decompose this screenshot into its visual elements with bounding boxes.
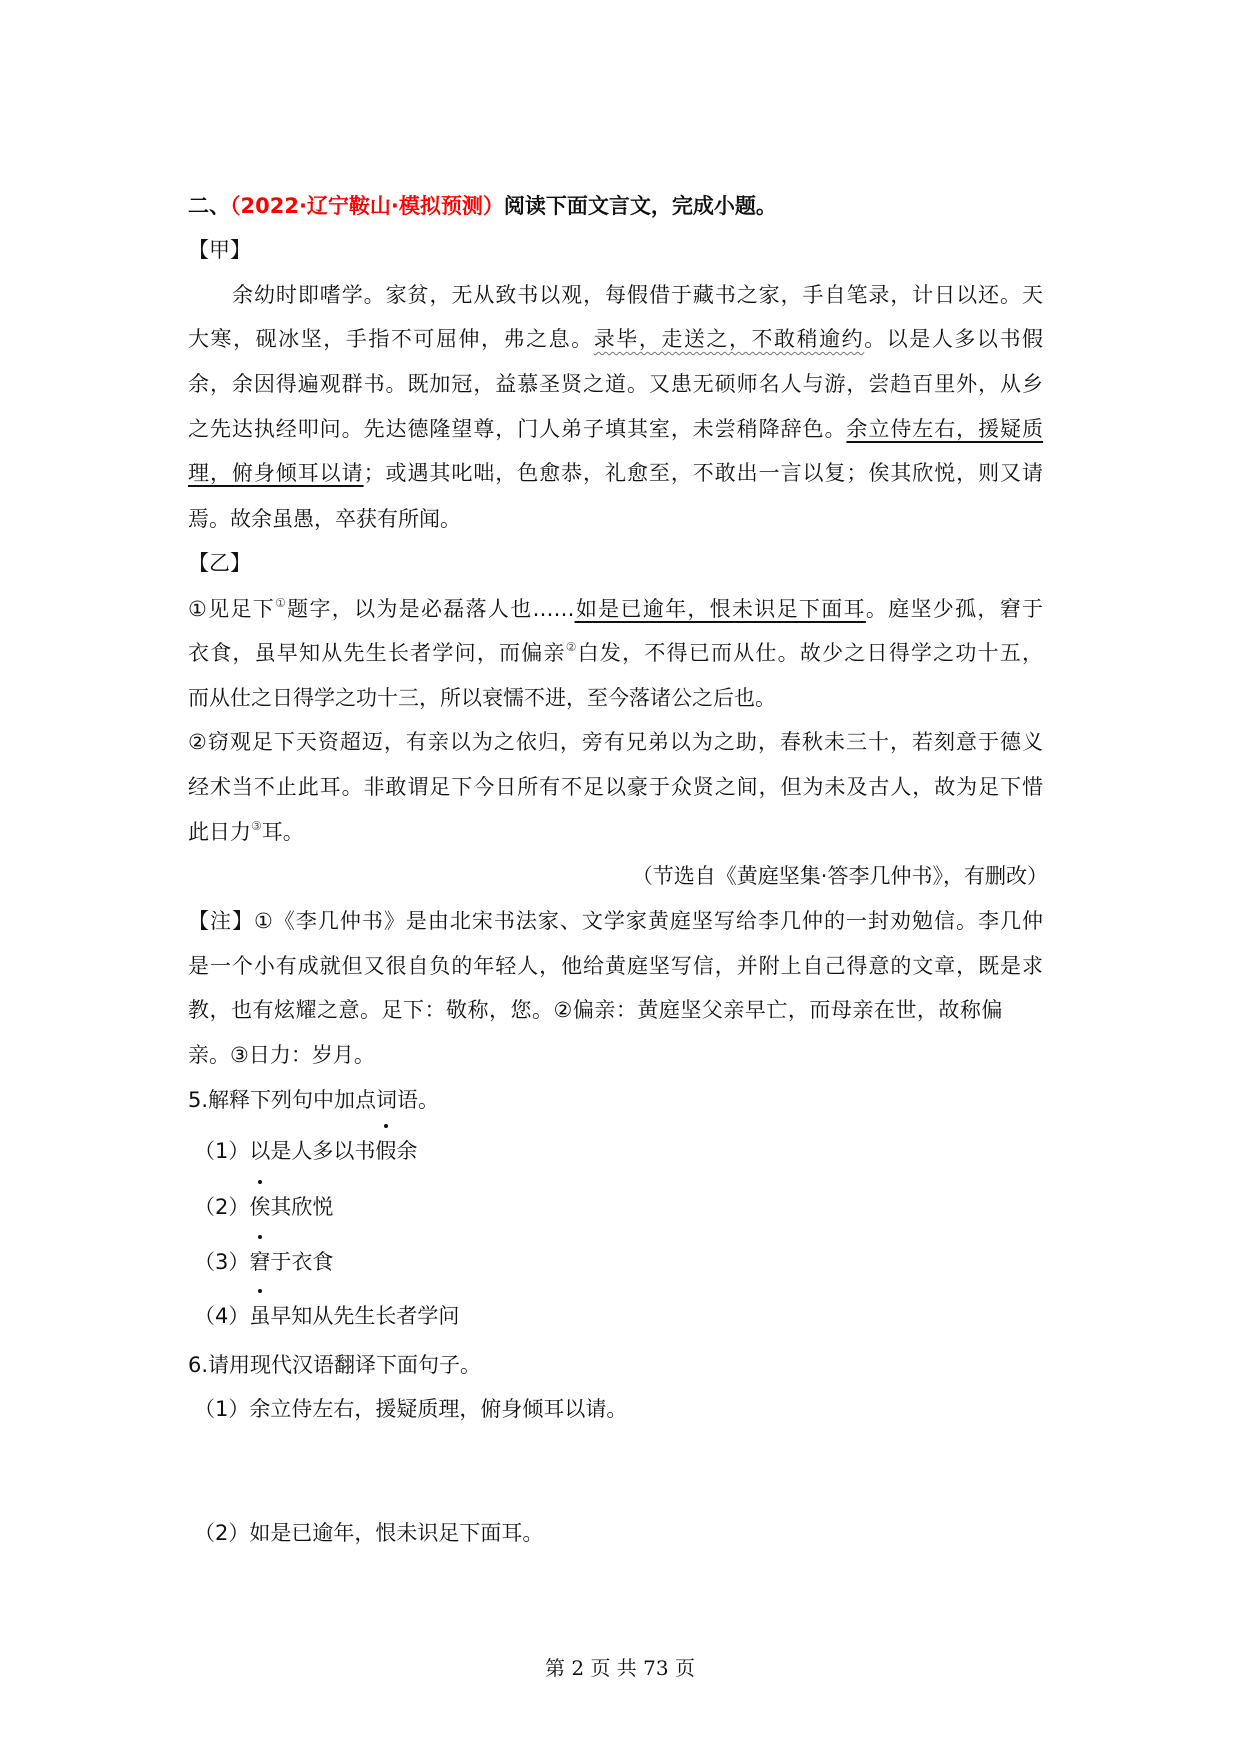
item-label: （4） (194, 1304, 250, 1328)
yi-line-4 (188, 727, 1043, 757)
text-segment: ①见足下 (188, 597, 276, 621)
emphasized-word: 俟 (249, 1192, 270, 1222)
footnote-marker: ① (275, 596, 288, 610)
underlined-text: 余立侍左右，援疑质 (846, 417, 1044, 441)
wavy-underlined-text: 录毕，走送之，不敢稍逾约 (593, 327, 865, 351)
underlined-text: 理，俯身倾耳以请 (188, 461, 364, 485)
item-text: 余立侍左右，援疑质理，俯身倾耳以请。 (249, 1397, 628, 1421)
text-segment: 其欣悦 (270, 1195, 334, 1219)
text-segment: 余 (396, 1139, 418, 1163)
notes-line-3: 教，也有炫耀之意。足下：敬称，您。②偏亲：黄庭坚父亲早亡，而母亲在世，故称偏 (188, 998, 1003, 1022)
question-number: 二、 (188, 194, 230, 218)
notes-line-4: 亲。③日力：岁月。 (188, 1043, 375, 1067)
question-header (188, 191, 1043, 221)
footnote-marker: ③ (251, 819, 262, 833)
q5-item-2 (194, 1192, 333, 1222)
footnote-marker: ② (565, 640, 578, 654)
q5-item-1 (194, 1136, 417, 1166)
jia-line-4 (188, 414, 1043, 444)
jia-line-6 (188, 504, 1043, 534)
text-segment: 白发，不得已而从仕。故少之日得学之功十五， (577, 641, 1044, 665)
text-segment: 余幼时即嗜学。家贫，无从致书以观，每假借于藏书之家，手自笔录，计日以还。天 (232, 283, 1043, 307)
text-segment: 早知从先生长者学问 (270, 1304, 460, 1328)
text-segment: 耳。 (261, 820, 304, 844)
notes-line-1: 【注】①《李几仲书》是由北宋书法家、文学家黄庭坚写给李几仲的一封劝勉信。李几仲 (188, 909, 1043, 933)
page-number-footer: 第 2 页 共 73 页 (545, 1656, 695, 1680)
text-segment: ；或遇其叱咄，色愈恭，礼愈至，不敢出一言以复；俟其欣悦，则又请 (363, 461, 1043, 485)
section-jia-label: 【甲】 (188, 238, 251, 262)
item-label: （1） (194, 1139, 250, 1163)
text-segment: 于衣食 (270, 1250, 334, 1274)
yi-line-2 (188, 638, 1043, 668)
text-segment: 题字，以为是必磊落人也…… (287, 597, 575, 621)
text-segment: 。庭坚少孤，窘于 (865, 597, 1044, 621)
yi-line-6 (188, 817, 1043, 847)
yi-line-1 (188, 594, 1043, 624)
section-yi-label: 【乙】 (188, 551, 251, 575)
jia-line-2 (188, 324, 1043, 354)
notes-line-2: 是一个小有成就但又很自负的年轻人，他给黄庭坚写信，并附上自己得意的文章，既是求 (188, 954, 1043, 978)
text-segment: 此日力 (188, 820, 251, 844)
emphasized-word: 假 (375, 1136, 396, 1166)
jia-line-5 (188, 458, 1043, 488)
q5-item-3 (194, 1247, 333, 1277)
yi-line-5 (188, 772, 1043, 802)
text-segment: 。以是人多以书假 (864, 327, 1044, 351)
text-segment: 余，余因得遍观群书。既加冠，益慕圣贤之道。又患无硕师名人与游，尝趋百里外，从乡 (188, 372, 1043, 396)
text-segment: 以是人多以书 (249, 1139, 376, 1163)
text-segment: 焉。故余虽愚，卒获有所闻。 (188, 507, 461, 531)
question-instruction: 阅读下面文言文，完成小题。 (503, 194, 777, 218)
item-label: （2） (194, 1195, 250, 1219)
item-label: （2） (194, 1521, 250, 1545)
text-segment: 衣食，虽早知从先生长者学问，而偏亲 (188, 641, 566, 665)
q5-prompt: 5.解释下列句中加点词语。 (188, 1088, 440, 1112)
text-segment: ②窃观足下天资超迈，有亲以为之依归，旁有兄弟以为之助，春秋未三十，若刻意于德义 (188, 730, 1043, 754)
source-citation: （节选自《黄庭坚集·答李几仲书》，有删改） (631, 864, 1048, 888)
jia-line-3 (188, 369, 1043, 399)
emphasized-word: 虽 (249, 1301, 270, 1331)
q5-item-4 (194, 1301, 459, 1331)
item-label: （3） (194, 1250, 250, 1274)
question-source: （2022·辽宁鞍山·模拟预测） (230, 194, 504, 218)
q6-item-1 (194, 1394, 627, 1424)
yi-line-3 (188, 683, 1043, 713)
jia-line-1 (232, 280, 1043, 310)
item-label: （1） (194, 1397, 250, 1421)
q6-item-2 (194, 1518, 543, 1548)
text-segment: 之先达执经叩问。先达德隆望尊，门人弟子填其室，未尝稍降辞色。 (188, 417, 847, 441)
text-segment: 而从仕之日得学之功十三，所以衰懦不进，至今落诸公之后也。 (188, 686, 776, 710)
underlined-text: 如是已逾年，恨未识足下面耳 (574, 597, 866, 621)
item-text: 如是已逾年，恨未识足下面耳。 (249, 1521, 544, 1545)
text-segment: 经术当不止此耳。非敢谓足下今日所有不足以豪于众贤之间，但为未及古人，故为足下惜 (188, 775, 1043, 799)
text-segment: 大寒，砚冰坚，手指不可屈伸，弗之息。 (188, 327, 594, 351)
emphasized-word: 窘 (249, 1247, 270, 1277)
q6-prompt: 6.请用现代汉语翻译下面句子。 (188, 1353, 482, 1377)
